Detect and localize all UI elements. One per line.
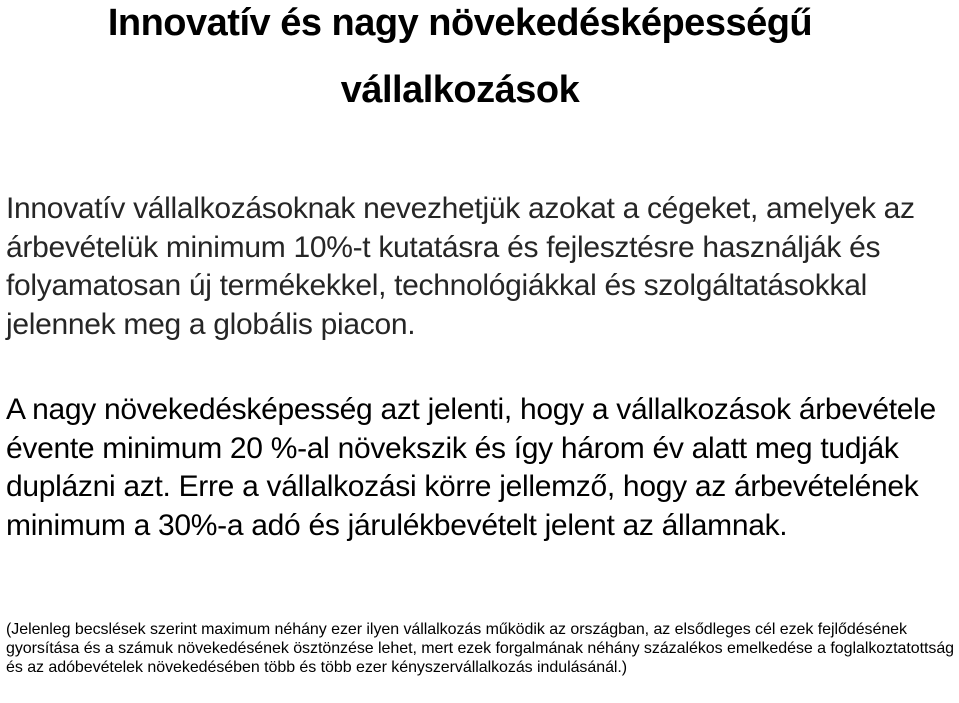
slide-title-line-2: vállalkozások bbox=[340, 69, 580, 111]
paragraph-high-growth-definition: A nagy növekedésképesség azt jelenti, hogy a vállalkozások árbevétele évente minimum 20 %-al növekszik és így három év alatt meg tudják duplázni azt. Erre a vállalkozási körre jellemző, hogy az árbevételének minimum a 30%-a adó és járulékbevételt jelent az államnak. bbox=[6, 393, 936, 542]
footnote: (Jelenleg becslések szerint maximum néhány ezer ilyen vállalkozás működik az országban, az elsődleges cél ezek fejlődésének gyorsítása és a számuk növekedésének ösztönzése lehet, mert ezek forgalmának néhány százalékos emelkedése a foglalkoztatottság és az adóbevételek növekedésében több és több ezer kényszervállalkozás indulásánál.) bbox=[6, 621, 955, 676]
slide-title-line-1: Innovatív és nagy növekedésképességű bbox=[107, 2, 813, 44]
paragraph-innovative-definition: Innovatív vállalkozásoknak nevezhetjük azokat a cégeket, amelyek az árbevételük minimum 10%-t kutatásra és fejlesztésre használják és folyamatosan új termékekkel, technológiákkal és szolgáltatásokkal jelennek meg a globális piacon. bbox=[6, 192, 915, 341]
